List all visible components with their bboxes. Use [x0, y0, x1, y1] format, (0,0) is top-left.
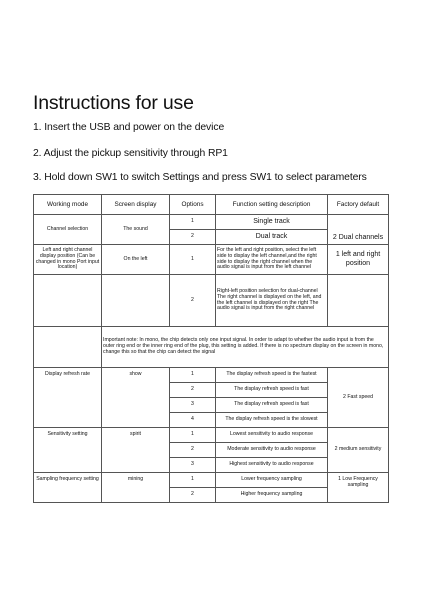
sampling-screen: mining: [102, 473, 170, 503]
refresh-opt-2: 2: [170, 383, 216, 398]
refresh-desc-1: The display refresh speed is the fastest: [216, 368, 328, 383]
sampling-mode: Sampling frequency setting: [34, 473, 102, 503]
refresh-screen: show: [102, 368, 170, 428]
refresh-desc-4: The display refresh speed is the slowest: [216, 413, 328, 428]
position-screen: On the left: [102, 245, 170, 275]
sensitivity-desc-3: Highest sensitivity to audio response: [216, 458, 328, 473]
page-title: Instructions for use: [33, 92, 194, 114]
sampling-opt-1: 1: [170, 473, 216, 488]
sensitivity-opt-1: 1: [170, 428, 216, 443]
channel-opt-1: 1: [170, 215, 216, 230]
refresh-opt-4: 4: [170, 413, 216, 428]
table-row: [34, 428, 389, 443]
sampling-opt-2: 2: [170, 488, 216, 503]
table-row: [34, 245, 389, 275]
settings-table: [33, 194, 389, 503]
refresh-opt-3: 3: [170, 398, 216, 413]
channel-default-text: 2 Dual channels: [332, 233, 384, 241]
channel-screen: The sound: [102, 215, 170, 245]
sensitivity-desc-2: Moderate sensitivity to audio response: [216, 443, 328, 458]
sensitivity-screen: spirit: [102, 428, 170, 473]
step-2: 2. Adjust the pickup sensitivity through RP1: [33, 148, 228, 159]
sensitivity-default: 2 medium sensitivity: [328, 428, 389, 473]
refresh-mode: Display refresh rate: [34, 368, 102, 428]
position-default: 1 left and right position: [328, 245, 389, 275]
refresh-desc-3: The display refresh speed is fast: [216, 398, 328, 413]
table-row: [34, 473, 389, 488]
refresh-opt-1: 1: [170, 368, 216, 383]
channel-desc-2: Dual track: [216, 230, 328, 245]
sensitivity-mode: Sensitivity setting: [34, 428, 102, 473]
sampling-desc-1: Lower frequency sampling: [216, 473, 328, 488]
step-1: 1. Insert the USB and power on the device: [33, 122, 225, 133]
channel-desc-1: Single track: [216, 215, 328, 230]
position-opt-1: 1: [170, 245, 216, 275]
position-blank-default: [328, 275, 389, 327]
sampling-desc-2: Higher frequency sampling: [216, 488, 328, 503]
position-blank-mode: [34, 275, 102, 327]
header-factory-default: Factory default: [328, 195, 389, 215]
header-options: Options: [170, 195, 216, 215]
table-row: [34, 215, 389, 230]
sensitivity-opt-2: 2: [170, 443, 216, 458]
position-desc-1: For the left and right position, select the left side to display the left channel,and the right side to display the right channel when the audio signal is input from the left channel: [216, 245, 328, 275]
position-desc-2: Right-left position selection for dual-channel The right channel is displayed on the left, and the left channel is displayed on the right The audio signal is input from the right channel: [216, 275, 328, 327]
header-screen-display: Screen display: [102, 195, 170, 215]
position-blank-screen: [102, 275, 170, 327]
channel-opt-2: 2: [170, 230, 216, 245]
sensitivity-opt-3: 3: [170, 458, 216, 473]
sensitivity-desc-1: Lowest sensitivity to audio response: [216, 428, 328, 443]
sampling-default: 1 Low Frequency sampling: [328, 473, 389, 503]
channel-mode: Channel selection: [34, 215, 102, 245]
table-row: [34, 368, 389, 383]
table-row: [34, 327, 389, 368]
position-opt-2: 2: [170, 275, 216, 327]
header-function-description: Function setting description: [216, 195, 328, 215]
note-blank-cell: [34, 327, 102, 368]
position-mode: Left and right channel display position (Can be changed in mono Port input location): [34, 245, 102, 275]
table-header-row: [34, 195, 389, 215]
important-note: Important note: In mono, the chip detects only one input signal. In order to adapt to whether the audio input is from the outer ring end or the inner ring end of the plug, this setting is added. If there is no spectrum display on the screen in mono, change this so that the chip can detect the signal: [102, 327, 389, 368]
refresh-desc-2: The display refresh speed is fast: [216, 383, 328, 398]
table-row: [34, 275, 389, 327]
step-3: 3. Hold down SW1 to switch Settings and press SW1 to select parameters: [33, 172, 367, 183]
refresh-default: 2 Fast speed: [328, 368, 389, 428]
header-working-mode: Working mode: [34, 195, 102, 215]
channel-default: [328, 215, 389, 245]
